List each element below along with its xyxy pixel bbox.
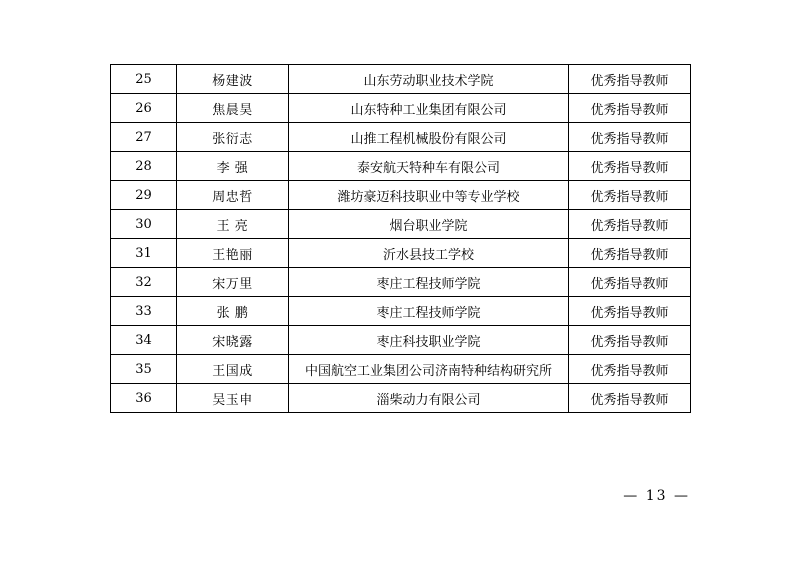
- cell-unit: 泰安航天特种车有限公司: [289, 152, 569, 181]
- cell-unit: 烟台职业学院: [289, 210, 569, 239]
- cell-award: 优秀指导教师: [569, 239, 691, 268]
- award-table-body: [111, 65, 691, 413]
- cell-name: 吴玉申: [177, 384, 289, 413]
- cell-unit: 枣庄工程技师学院: [289, 268, 569, 297]
- cell-unit: 枣庄工程技师学院: [289, 297, 569, 326]
- cell-award: 优秀指导教师: [569, 268, 691, 297]
- table-row: [111, 384, 691, 413]
- table-row: [111, 239, 691, 268]
- cell-name: 杨建波: [177, 65, 289, 94]
- cell-name: 焦晨昊: [177, 94, 289, 123]
- award-table-container: [110, 64, 690, 413]
- cell-name: 李 强: [177, 152, 289, 181]
- cell-award: 优秀指导教师: [569, 181, 691, 210]
- cell-name: 宋晓露: [177, 326, 289, 355]
- cell-name: 王 亮: [177, 210, 289, 239]
- cell-name: 张 鹏: [177, 297, 289, 326]
- cell-name: 周忠哲: [177, 181, 289, 210]
- cell-unit: 山东劳动职业技术学院: [289, 65, 569, 94]
- cell-no: 29: [111, 181, 177, 210]
- cell-no: 28: [111, 152, 177, 181]
- table-row: [111, 152, 691, 181]
- cell-award: 优秀指导教师: [569, 65, 691, 94]
- cell-award: 优秀指导教师: [569, 297, 691, 326]
- cell-award: 优秀指导教师: [569, 210, 691, 239]
- cell-award: 优秀指导教师: [569, 384, 691, 413]
- cell-award: 优秀指导教师: [569, 355, 691, 384]
- table-row: [111, 65, 691, 94]
- cell-unit: 沂水县技工学校: [289, 239, 569, 268]
- cell-no: 26: [111, 94, 177, 123]
- cell-award: 优秀指导教师: [569, 94, 691, 123]
- cell-name: 王艳丽: [177, 239, 289, 268]
- cell-unit: 中国航空工业集团公司济南特种结构研究所: [289, 355, 569, 384]
- cell-no: 36: [111, 384, 177, 413]
- cell-no: 31: [111, 239, 177, 268]
- table-row: [111, 326, 691, 355]
- cell-award: 优秀指导教师: [569, 152, 691, 181]
- cell-name: 王国成: [177, 355, 289, 384]
- award-table: [110, 64, 691, 413]
- cell-no: 27: [111, 123, 177, 152]
- cell-no: 35: [111, 355, 177, 384]
- cell-unit: 山推工程机械股份有限公司: [289, 123, 569, 152]
- table-row: [111, 123, 691, 152]
- cell-no: 33: [111, 297, 177, 326]
- table-row: [111, 297, 691, 326]
- table-row: [111, 268, 691, 297]
- table-row: [111, 355, 691, 384]
- cell-unit: 淄柴动力有限公司: [289, 384, 569, 413]
- cell-no: 32: [111, 268, 177, 297]
- cell-no: 25: [111, 65, 177, 94]
- table-row: [111, 181, 691, 210]
- cell-award: 优秀指导教师: [569, 123, 691, 152]
- table-row: [111, 94, 691, 123]
- cell-award: 优秀指导教师: [569, 326, 691, 355]
- cell-name: 宋万里: [177, 268, 289, 297]
- cell-unit: 山东特种工业集团有限公司: [289, 94, 569, 123]
- cell-no: 34: [111, 326, 177, 355]
- page-number: — 13 —: [623, 488, 690, 504]
- table-row: [111, 210, 691, 239]
- cell-no: 30: [111, 210, 177, 239]
- cell-name: 张衍志: [177, 123, 289, 152]
- cell-unit: 潍坊豪迈科技职业中等专业学校: [289, 181, 569, 210]
- cell-unit: 枣庄科技职业学院: [289, 326, 569, 355]
